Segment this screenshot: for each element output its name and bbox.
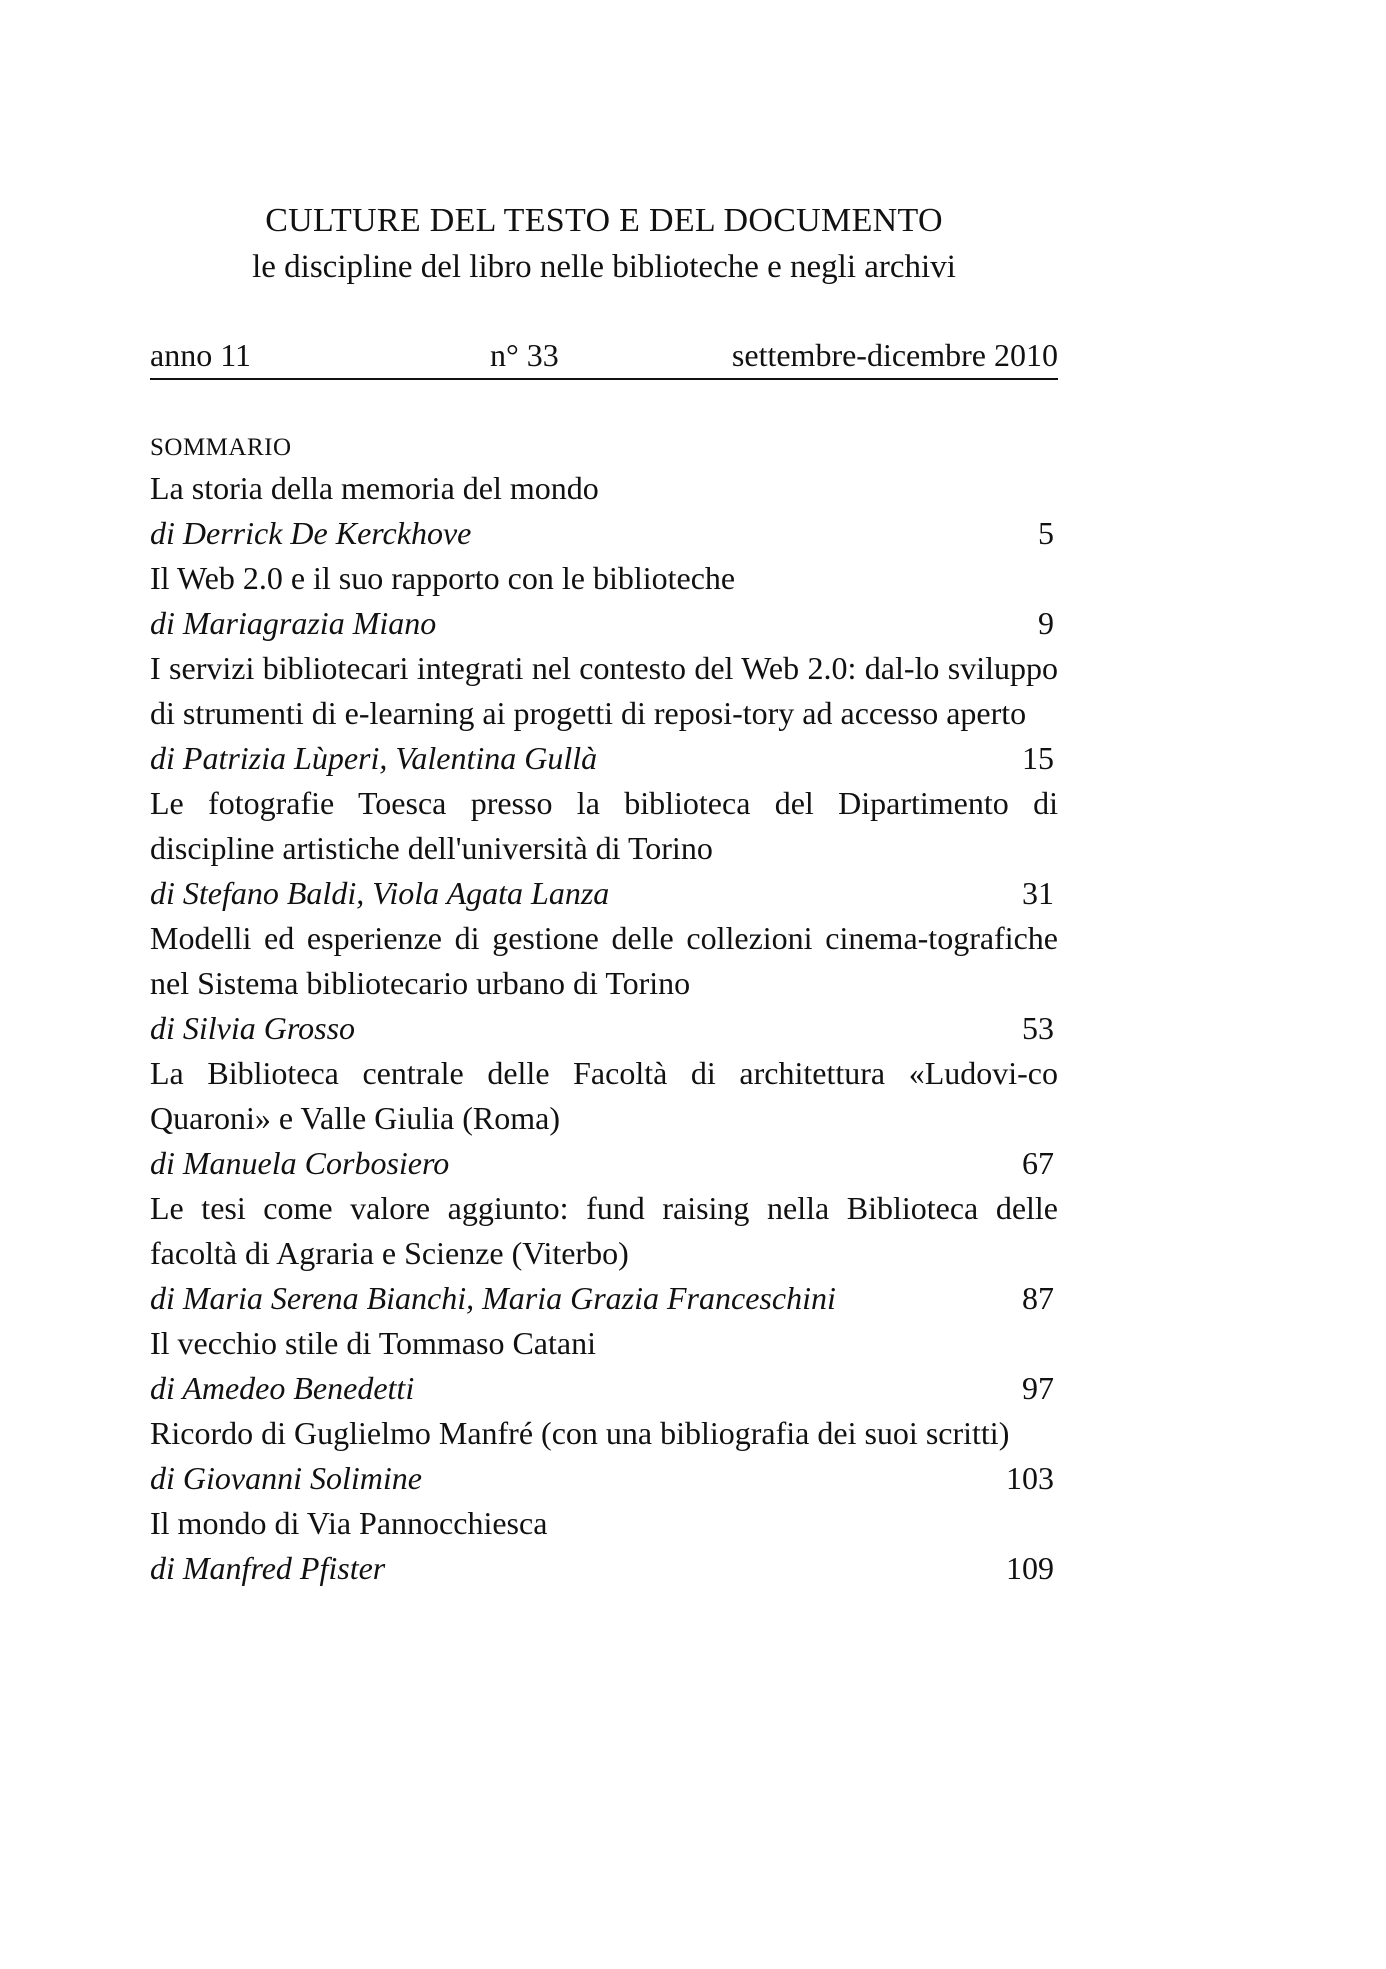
toc-entry-author: di Patrizia Lùperi, Valentina Gullà xyxy=(150,740,598,776)
toc-entry-author: di Giovanni Solimine xyxy=(150,1460,422,1496)
toc-entry-title: Il Web 2.0 e il suo rapporto con le biblioteche xyxy=(150,560,736,596)
toc-entry-title: La storia della memoria del mondo xyxy=(150,470,599,506)
toc-entry-page: 109 xyxy=(1006,1550,1054,1586)
toc-entry-title: Il mondo di Via Pannocchiesca xyxy=(150,1505,548,1541)
toc-entry-title: Le tesi come valore aggiunto: fund raising nella Biblioteca delle facoltà di Agraria e Scienze (Viterbo) xyxy=(150,1190,1058,1271)
toc-entry-author-line xyxy=(150,511,1058,556)
toc-entry xyxy=(150,646,1058,781)
issue-period: settembre-dicembre 2010 xyxy=(731,337,1058,373)
toc-entry-author-line xyxy=(150,1456,1058,1501)
toc-entry-author: di Manuela Corbosiero xyxy=(150,1145,450,1181)
issue-year: anno 11 xyxy=(150,337,252,373)
toc-entry-page: 5 xyxy=(1038,515,1054,551)
toc-entry-author-line xyxy=(150,1276,1058,1321)
toc-entry-author: di Mariagrazia Miano xyxy=(150,605,437,641)
journal-title: CULTURE DEL TESTO E DEL DOCUMENTO xyxy=(265,202,943,239)
toc-entry-author-line xyxy=(150,1366,1058,1411)
toc-entry-author: di Manfred Pfister xyxy=(150,1550,386,1586)
toc-entry xyxy=(150,916,1058,1051)
toc-entry-author: di Silvia Grosso xyxy=(150,1010,356,1046)
toc-heading: SOMMARIO xyxy=(150,434,292,461)
toc-entry-page: 87 xyxy=(1022,1280,1054,1316)
toc-entry xyxy=(150,466,1058,556)
toc-entry-title: I servizi bibliotecari integrati nel contesto del Web 2.0: dal-lo sviluppo di strumenti di e-learning ai progetti di reposi-tory ad accesso aperto xyxy=(150,650,1058,731)
toc-entry-title: Il vecchio stile di Tommaso Catani xyxy=(150,1325,596,1361)
toc-entry-title: Modelli ed esperienze di gestione delle collezioni cinema-tografiche nel Sistema bibliotecario urbano di Torino xyxy=(150,920,1058,1001)
toc-entry-page: 97 xyxy=(1022,1370,1054,1406)
toc-entry-title: Ricordo di Guglielmo Manfré (con una bibliografia dei suoi scritti) xyxy=(150,1415,1010,1451)
toc-entry-author-line xyxy=(150,736,1058,781)
toc-entry-author: di Amedeo Benedetti xyxy=(150,1370,415,1406)
toc-entry-title: La Biblioteca centrale delle Facoltà di architettura «Ludovi-co Quaroni» e Valle Giulia (Roma) xyxy=(150,1055,1058,1136)
toc-entry-author-line xyxy=(150,1141,1058,1186)
toc-entry-author: di Stefano Baldi, Viola Agata Lanza xyxy=(150,875,610,911)
toc-entry xyxy=(150,1186,1058,1321)
toc-entry-page: 103 xyxy=(1006,1460,1054,1496)
journal-subtitle: le discipline del libro nelle biblioteche e negli archivi xyxy=(252,249,956,285)
toc-entry-page: 15 xyxy=(1022,740,1054,776)
toc-entry-page: 53 xyxy=(1022,1010,1054,1046)
issue-info-line xyxy=(150,332,1058,380)
toc-entry-page: 31 xyxy=(1022,875,1054,911)
toc-entry-author-line xyxy=(150,871,1058,916)
toc-entry-author-line xyxy=(150,601,1058,646)
toc-entry-page: 9 xyxy=(1038,605,1054,641)
toc-entry xyxy=(150,1051,1058,1186)
toc-entry xyxy=(150,781,1058,916)
toc-entry-author-line xyxy=(150,1546,1058,1591)
toc-entry-title: Le fotografie Toesca presso la biblioteca del Dipartimento di discipline artistiche dell'università di Torino xyxy=(150,785,1058,866)
toc-entry xyxy=(150,1501,1058,1591)
toc-entry xyxy=(150,556,1058,646)
toc-entry-author: di Maria Serena Bianchi, Maria Grazia Franceschini xyxy=(150,1280,836,1316)
toc-entry-author-line xyxy=(150,1006,1058,1051)
toc-entry-author: di Derrick De Kerckhove xyxy=(150,515,472,551)
toc-entry xyxy=(150,1321,1058,1411)
issue-number: n° 33 xyxy=(490,337,559,373)
table-of-contents xyxy=(150,466,1058,1591)
toc-entry xyxy=(150,1411,1058,1501)
toc-entry-page: 67 xyxy=(1022,1145,1054,1181)
